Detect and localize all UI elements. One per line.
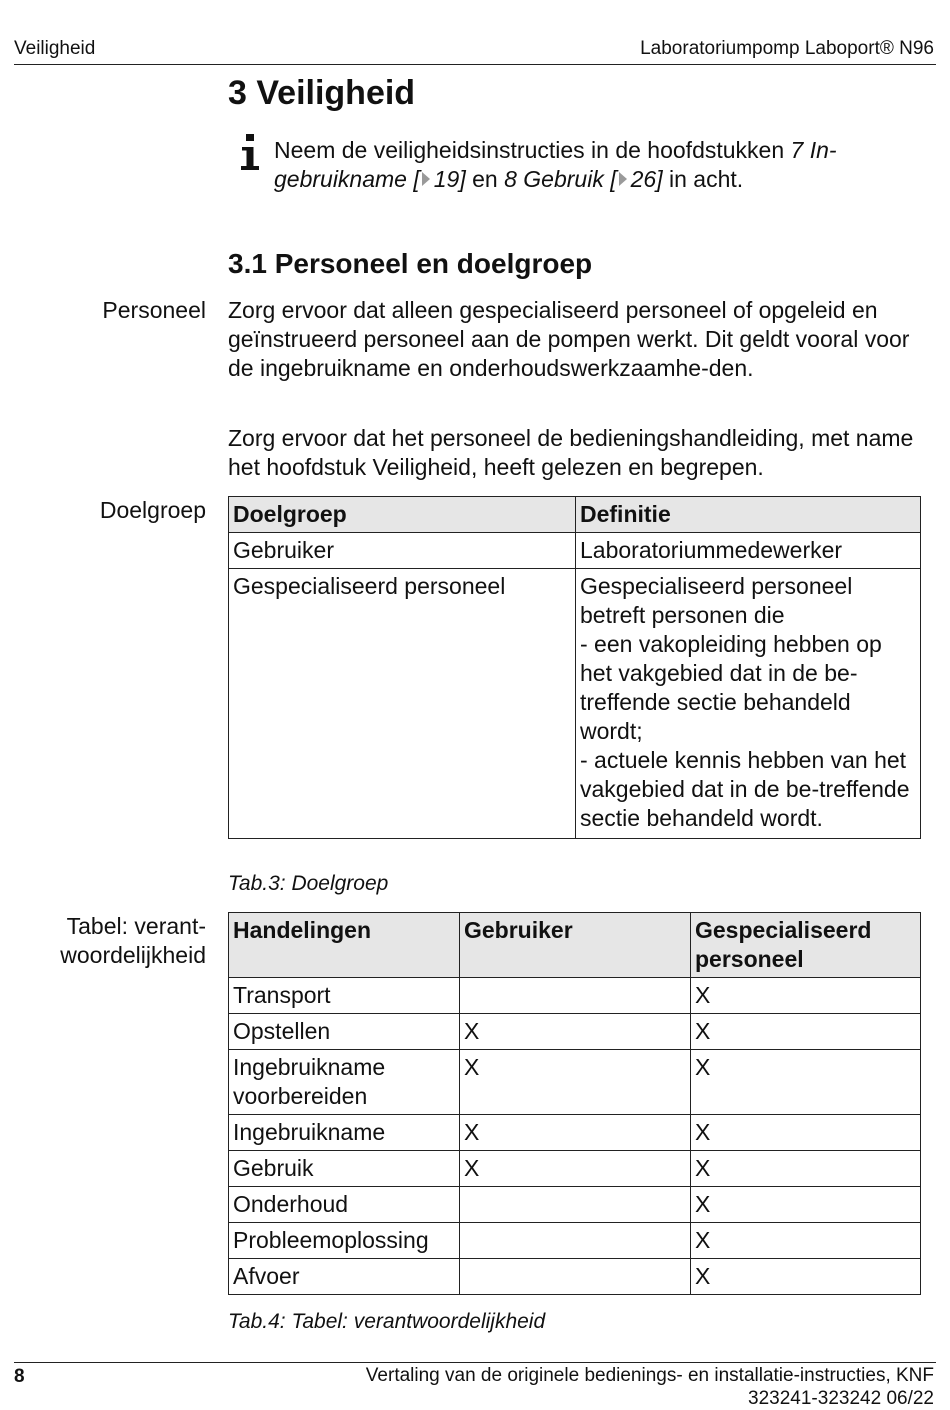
paragraph-personeel: Zorg ervoor dat alleen gespecialiseerd personeel of opgeleid en geïnstrueerd personeel aan de pompen werkt. Dit geldt vooral voor de ingebruikname en onderhoudswerkzaamhe-den. — [228, 297, 910, 381]
table-row — [229, 533, 921, 569]
table-cell: Gespecialiseerd personeel — [229, 569, 576, 839]
table-header-row — [229, 913, 921, 978]
table-cell: X — [691, 1115, 921, 1151]
column-header: Doelgroep — [229, 497, 576, 533]
column-header: Handelingen — [229, 913, 460, 978]
side-label-doelgroep: Doelgroep — [99, 497, 206, 523]
header-divider — [14, 64, 936, 65]
page-number: 8 — [14, 1366, 25, 1387]
column-header: Gebruiker — [460, 913, 691, 978]
section-title: 3.1 Personeel en doelgroep — [228, 248, 593, 279]
table-row — [229, 1223, 921, 1259]
table-row — [229, 978, 921, 1014]
column-header: Definitie — [576, 497, 921, 533]
safety-note — [274, 136, 914, 194]
page-ref-arrow-icon — [422, 172, 430, 186]
side-label-personeel: Personeel — [102, 297, 206, 323]
table-cell: Opstellen — [229, 1014, 460, 1050]
footer-text — [366, 1364, 934, 1410]
table-cell — [460, 1223, 691, 1259]
ref-gebruik-page[interactable]: 26] — [630, 166, 663, 192]
running-header-left: Veiligheid — [14, 38, 96, 59]
table-row — [229, 1050, 921, 1115]
table-row — [229, 569, 921, 839]
page-ref-arrow-icon — [619, 172, 627, 186]
table-cell: X — [691, 978, 921, 1014]
table-cell: X — [691, 1187, 921, 1223]
footer-line: Vertaling van de originele bedienings- en installatie-instructies, KNF — [365, 1365, 934, 1386]
column-header: Gespecialiseerd personeel — [691, 913, 921, 978]
table-row — [229, 1259, 921, 1295]
note-text-before: Neem de veiligheidsinstructies in de hoofdstukken — [274, 137, 791, 163]
table-cell: X — [691, 1223, 921, 1259]
table-row — [229, 1014, 921, 1050]
table-cell — [460, 978, 691, 1014]
table-row — [229, 1115, 921, 1151]
chapter-title: 3 Veiligheid — [228, 74, 416, 112]
table-cell: Gespecialiseerd personeel betreft personen die - een vakopleiding hebben op het vakgebied dat in de be-treffende sectie behandeld wordt; - actuele kennis hebben van het vakgebied dat in de be-treffende sectie behandeld wordt. — [576, 569, 921, 839]
info-icon — [240, 134, 260, 174]
table-cell: X — [691, 1014, 921, 1050]
table-cell: X — [460, 1050, 691, 1115]
table-header-row — [229, 497, 921, 533]
table-caption: Tab.4: Tabel: verantwoordelijkheid — [228, 1310, 546, 1333]
table-cell: X — [691, 1259, 921, 1295]
table-cell: X — [460, 1151, 691, 1187]
side-label-line: Tabel: verant- — [66, 913, 206, 939]
table-cell: Onderhoud — [229, 1187, 460, 1223]
footer-divider — [14, 1362, 936, 1363]
running-header-right: Laboratoriumpomp Laboport® N96 — [640, 38, 934, 59]
footer-line: 323241-323242 06/22 — [748, 1388, 934, 1409]
table-cell: Ingebruikname voorbereiden — [229, 1050, 460, 1115]
ref-ingebruikname-link[interactable]: 7 In-gebruikname [ — [274, 137, 837, 192]
table-caption: Tab.3: Doelgroep — [228, 872, 389, 895]
paragraph-handleiding: Zorg ervoor dat het personeel de bedieningshandleiding, met name het hoofdstuk Veiligheid, heeft gelezen en begrepen. — [228, 425, 914, 480]
table-row — [229, 1187, 921, 1223]
table-cell: Ingebruikname — [229, 1115, 460, 1151]
side-label-line: woordelijkheid — [60, 942, 206, 968]
ref-ingebruikname-page[interactable]: 19] — [433, 166, 466, 192]
table-cell: Probleemoplossing — [229, 1223, 460, 1259]
table-cell: Laboratoriummedewerker — [576, 533, 921, 569]
table-cell: X — [691, 1151, 921, 1187]
table-cell: X — [691, 1050, 921, 1115]
ref-gebruik-link[interactable]: 8 Gebruik [ — [504, 166, 617, 192]
table-cell: X — [460, 1115, 691, 1151]
table-cell — [460, 1187, 691, 1223]
table-cell: X — [460, 1014, 691, 1050]
verantwoordelijkheid-table — [228, 912, 921, 1295]
table-row — [229, 1151, 921, 1187]
doelgroep-table — [228, 496, 921, 839]
table-cell: Transport — [229, 978, 460, 1014]
table-cell: Gebruik — [229, 1151, 460, 1187]
note-text-middle: en — [465, 166, 505, 192]
side-label-tabel — [60, 912, 206, 970]
table-cell: Gebruiker — [229, 533, 576, 569]
table-cell — [460, 1259, 691, 1295]
table-cell: Afvoer — [229, 1259, 460, 1295]
note-text-after: in acht. — [662, 166, 744, 192]
